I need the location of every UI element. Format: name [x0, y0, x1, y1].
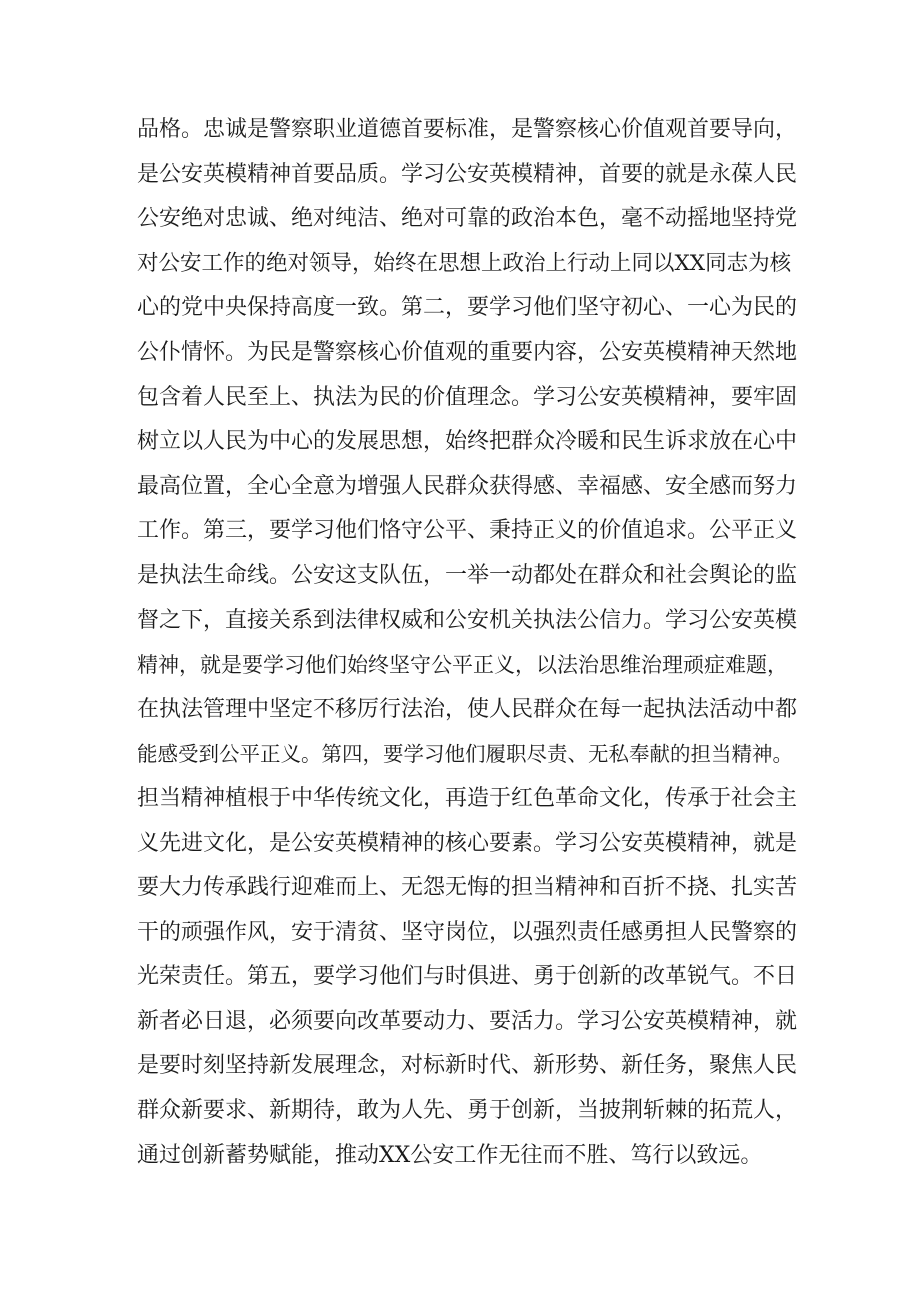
text-line: 公安绝对忠诚、绝对纯洁、绝对可靠的政治本色，毫不动摇地坚持党: [137, 206, 798, 232]
text-line: 包含着人民至上、执法为民的价值理念。学习公安英模精神，要牢固: [137, 384, 798, 410]
text-line: 光荣责任。第五，要学习他们与时俱进、勇于创新的改革锐气。不日: [137, 964, 798, 990]
text-line: 通过创新蓄势赋能，推动XX公安工作无往而不胜、笃行以致远。: [137, 1142, 763, 1168]
text-line: 督之下，直接关系到法律权威和公安机关执法公信力。学习公安英模: [137, 607, 798, 633]
text-line: 能感受到公平正义。第四，要学习他们履职尽责、无私奉献的担当精神。: [137, 742, 793, 767]
text-line: 干的顽强作风，安于清贫、坚守岗位，以强烈责任感勇担人民警察的: [137, 919, 798, 945]
text-line: 在执法管理中坚定不移厉行法治，使人民群众在每一起执法活动中都: [137, 696, 798, 722]
text-line: 是公安英模精神首要品质。学习公安英模精神，首要的就是永葆人民: [137, 161, 798, 187]
text-line: 对公安工作的绝对领导，始终在思想上政治上行动上同以XX同志为核: [137, 250, 792, 276]
text-line: 工作。第三，要学习他们恪守公平、秉持正义的价值追求。公平正义: [137, 518, 798, 544]
text-line: 品格。忠诚是警察职业道德首要标准，是警察核心价值观首要导向，: [137, 117, 798, 142]
text-line: 要大力传承践行迎难而上、无怨无悔的担当精神和百折不挠、扎实苦: [137, 875, 798, 901]
text-line: 是要时刻坚持新发展理念，对标新时代、新形势、新任务，聚焦人民: [137, 1053, 798, 1079]
text-line: 公仆情怀。为民是警察核心价值观的重要内容，公安英模精神天然地: [137, 339, 798, 365]
body-paragraph: [137, 108, 797, 1178]
text-line: 最高位置，全心全意为增强人民群众获得感、幸福感、安全感而努力: [137, 473, 798, 499]
text-line: 树立以人民为中心的发展思想，始终把群众冷暖和民生诉求放在心中: [137, 429, 798, 455]
text-line: 担当精神植根于中华传统文化，再造于红色革命文化，传承于社会主: [137, 785, 798, 811]
text-line: 精神，就是要学习他们始终坚守公平正义，以法治思维治理顽症难题，: [137, 653, 788, 678]
text-line: 义先进文化，是公安英模精神的核心要素。学习公安英模精神，就是: [137, 830, 798, 856]
text-line: 心的党中央保持高度一致。第二，要学习他们坚守初心、一心为民的: [137, 295, 798, 321]
text-line: 群众新要求、新期待，敢为人先、勇于创新，当披荆斩棘的拓荒人，: [137, 1098, 798, 1124]
text-line: 新者必日退，必须要向改革要动力、要活力。学习公安英模精神，就: [137, 1008, 798, 1034]
text-line: 是执法生命线。公安这支队伍，一举一动都处在群众和社会舆论的监: [137, 562, 798, 588]
